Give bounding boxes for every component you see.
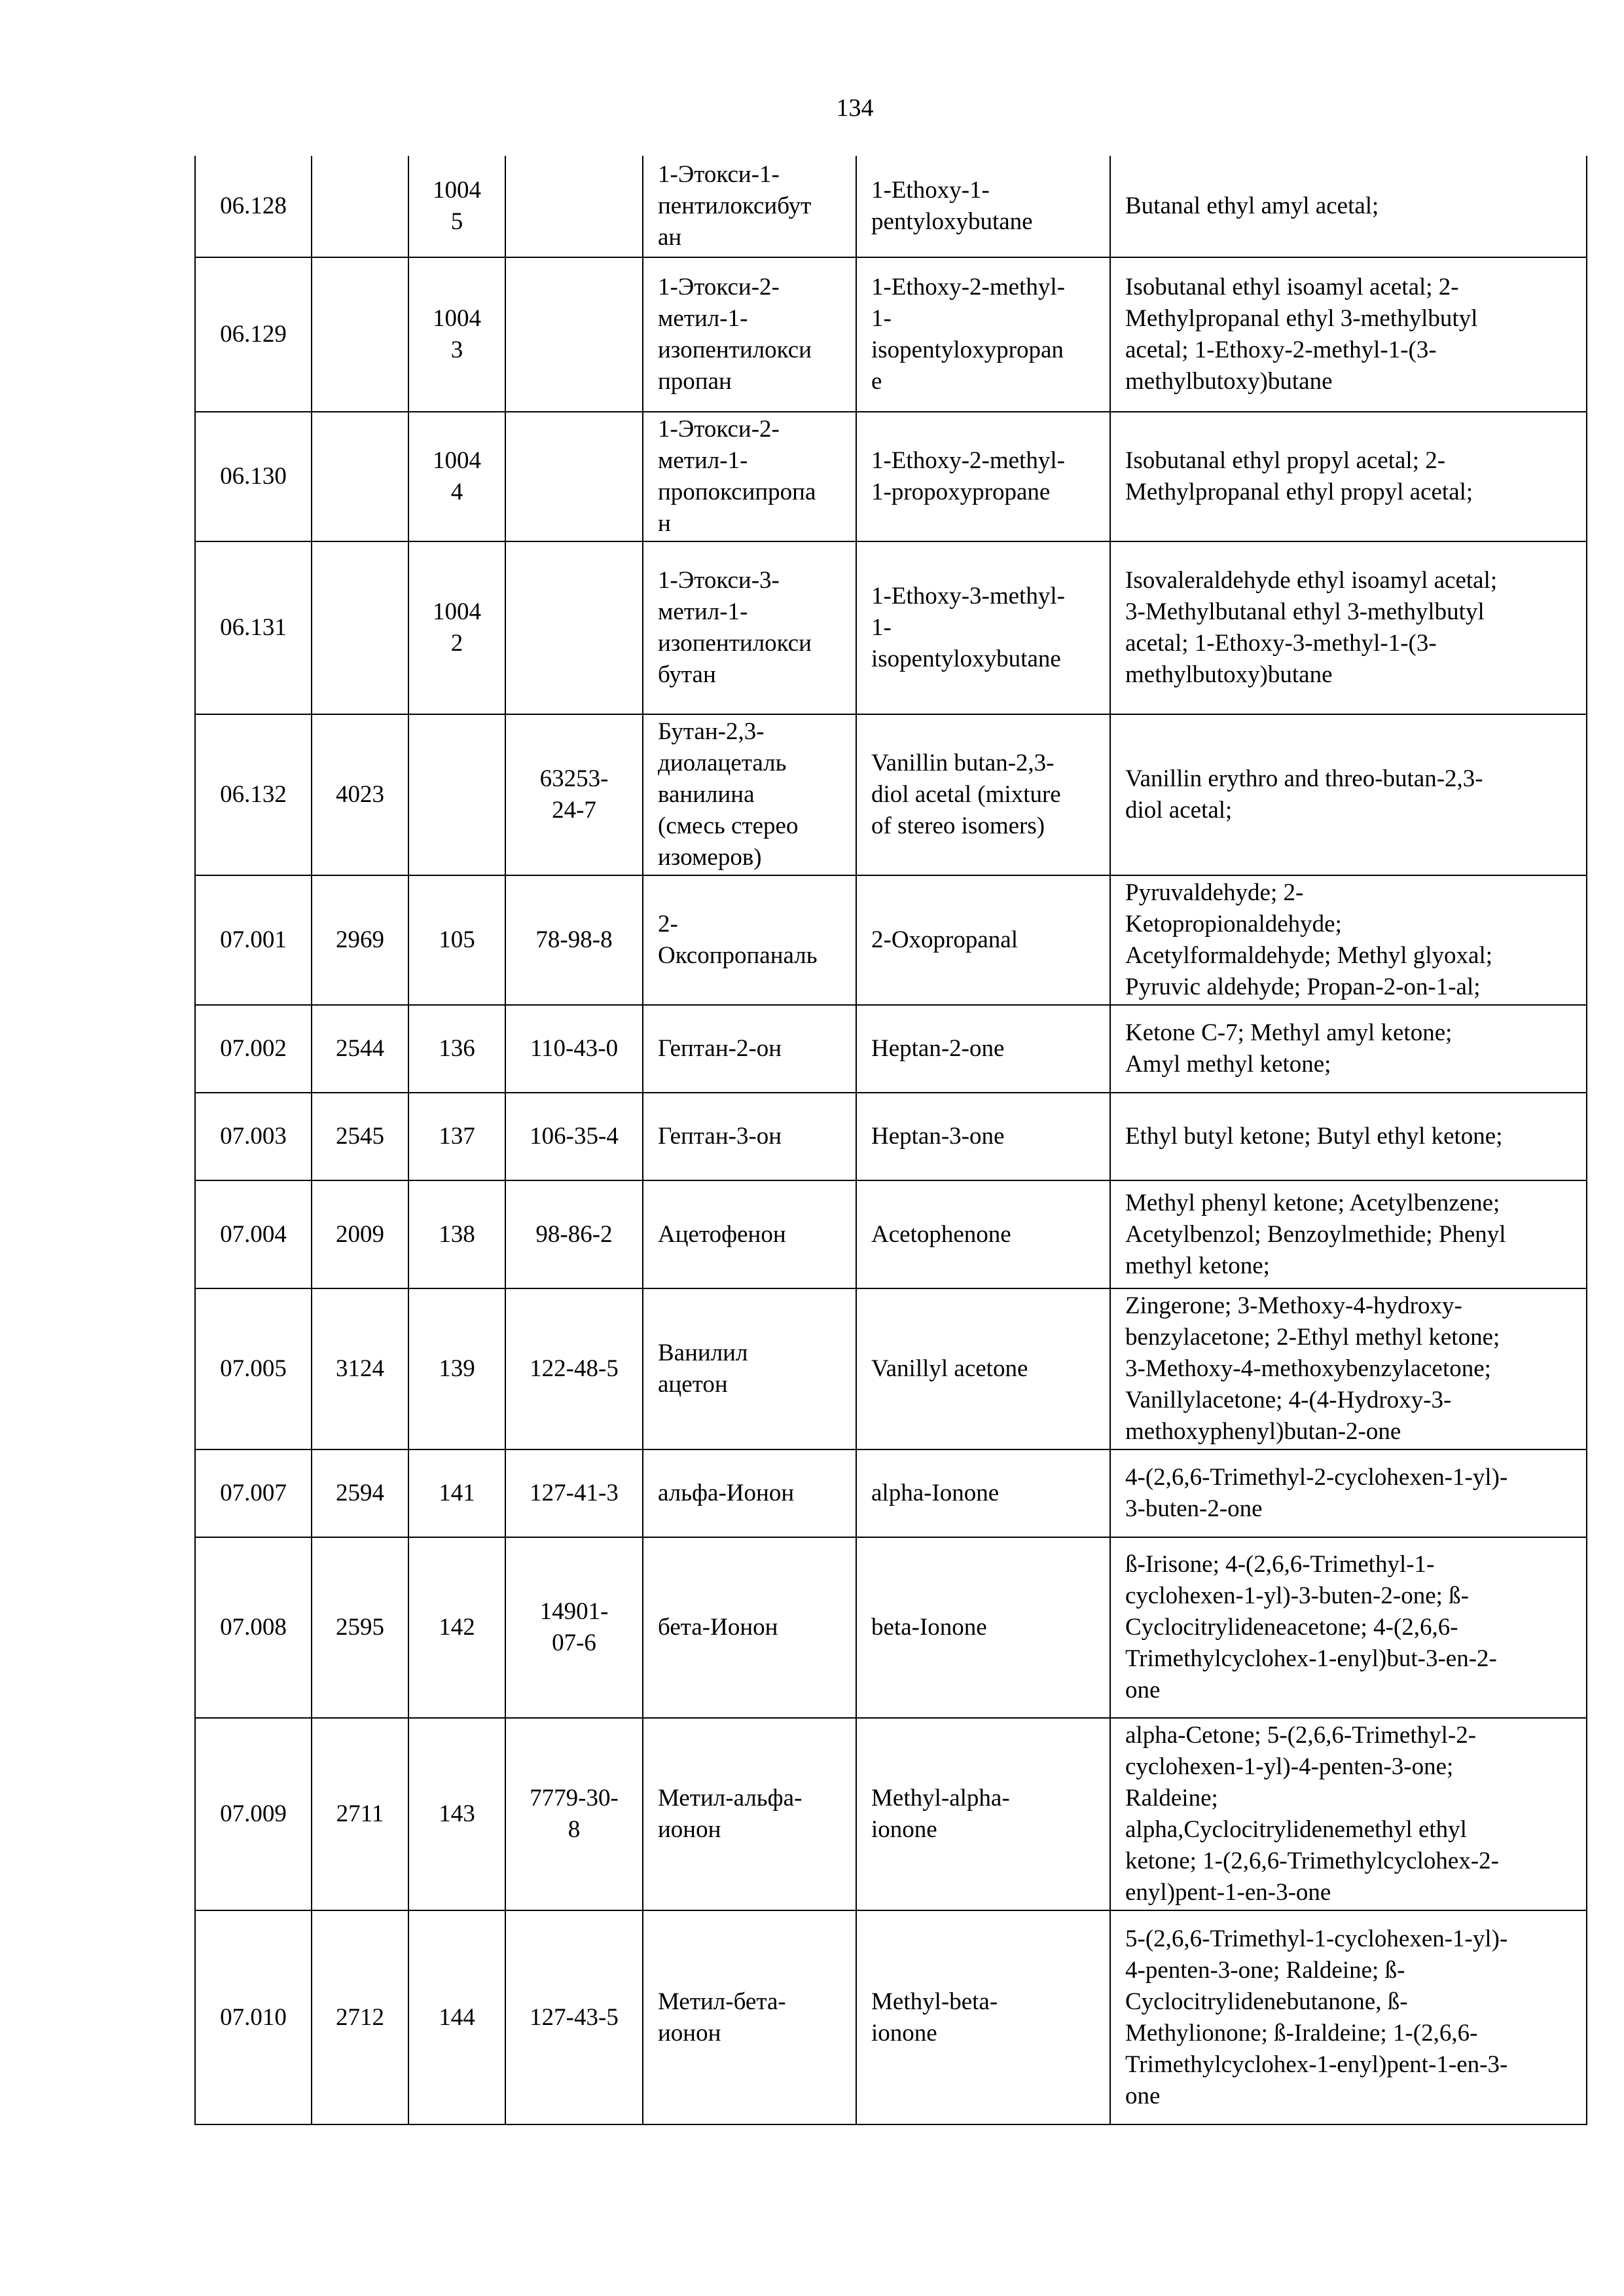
cell-jecfa-number: 141 <box>408 1449 505 1537</box>
cell-cas-number: 63253- 24-7 <box>505 714 643 875</box>
cell-name-en: Heptan-2-one <box>856 1005 1110 1093</box>
cell-cas-number <box>505 156 643 257</box>
cell-jecfa-number: 138 <box>408 1180 505 1288</box>
cell-number: 06.130 <box>195 412 312 541</box>
cell-jecfa-number: 142 <box>408 1537 505 1718</box>
cell-number: 06.128 <box>195 156 312 257</box>
cell-jecfa-number: 1004 4 <box>408 412 505 541</box>
cell-cas-number: 122-48-5 <box>505 1288 643 1449</box>
cell-synonyms: Vanillin erythro and threo-butan-2,3- diol acetal; <box>1110 714 1587 875</box>
table-row <box>195 1537 1587 1718</box>
cell-fl-number <box>312 412 408 541</box>
cell-number: 07.004 <box>195 1180 312 1288</box>
cell-cas-number: 127-43-5 <box>505 1910 643 2124</box>
cell-name-en: 1-Ethoxy-2-methyl- 1- isopentyloxypropan e <box>856 257 1110 412</box>
cell-jecfa-number: 1004 3 <box>408 257 505 412</box>
cell-name-ru: 2- Оксопропаналь <box>643 875 856 1005</box>
cell-jecfa-number: 144 <box>408 1910 505 2124</box>
cell-cas-number: 78-98-8 <box>505 875 643 1005</box>
cell-number: 07.008 <box>195 1537 312 1718</box>
cell-number: 07.002 <box>195 1005 312 1093</box>
cell-name-ru: Гептан-3-он <box>643 1093 856 1180</box>
cell-name-en: Vanillin butan-2,3- diol acetal (mixture of stereo isomers) <box>856 714 1110 875</box>
cell-name-en: beta-Ionone <box>856 1537 1110 1718</box>
table-row <box>195 541 1587 714</box>
cell-name-ru: 1-Этокси-3- метил-1- изопентилокси бутан <box>643 541 856 714</box>
cell-name-ru: Метил-альфа- ионон <box>643 1718 856 1910</box>
cell-synonyms: Isobutanal ethyl isoamyl acetal; 2- Methylpropanal ethyl 3-methylbutyl acetal; 1-Ethoxy-2-methyl-1-(3- methylbutoxy)butane <box>1110 257 1587 412</box>
table-row <box>195 1093 1587 1180</box>
cell-number: 06.129 <box>195 257 312 412</box>
cell-name-en: Acetophenone <box>856 1180 1110 1288</box>
cell-number: 07.003 <box>195 1093 312 1180</box>
cell-name-en: 2-Oxopropanal <box>856 875 1110 1005</box>
cell-fl-number: 2969 <box>312 875 408 1005</box>
cell-synonyms: 5-(2,6,6-Trimethyl-1-cyclohexen-1-yl)- 4-penten-3-one; Raldeine; ß- Cyclocitrylidenebutanone, ß- Methylionone; ß-Iraldeine; 1-(2,6,6- Trimethylcyclohex-1-enyl)pent-1-en-3- one <box>1110 1910 1587 2124</box>
cell-fl-number <box>312 156 408 257</box>
cell-fl-number: 3124 <box>312 1288 408 1449</box>
table-row <box>195 1005 1587 1093</box>
cell-name-ru: Метил-бета- ионон <box>643 1910 856 2124</box>
cell-fl-number: 2711 <box>312 1718 408 1910</box>
cell-number: 07.001 <box>195 875 312 1005</box>
cell-cas-number: 106-35-4 <box>505 1093 643 1180</box>
cell-cas-number: 110-43-0 <box>505 1005 643 1093</box>
cell-name-en: Vanillyl acetone <box>856 1288 1110 1449</box>
cell-synonyms: alpha-Cetone; 5-(2,6,6-Trimethyl-2- cyclohexen-1-yl)-4-penten-3-one; Raldeine; alpha,Cyclocitrylidenemethyl ethyl ketone; 1-(2,6,6-Trimethylcyclohex-2- enyl)pent-1-en-3-one <box>1110 1718 1587 1910</box>
cell-cas-number <box>505 257 643 412</box>
cell-jecfa-number: 1004 5 <box>408 156 505 257</box>
flavouring-substances-table <box>194 156 1587 2125</box>
cell-synonyms: Butanal ethyl amyl acetal; <box>1110 156 1587 257</box>
cell-jecfa-number <box>408 714 505 875</box>
cell-name-ru: Бутан-2,3- диолацеталь ванилина (смесь стерео изомеров) <box>643 714 856 875</box>
cell-name-ru: 1-Этокси-1- пентилоксибут ан <box>643 156 856 257</box>
cell-name-ru: 1-Этокси-2- метил-1- изопентилокси пропан <box>643 257 856 412</box>
cell-synonyms: Methyl phenyl ketone; Acetylbenzene; Acetylbenzol; Benzoylmethide; Phenyl methyl ketone; <box>1110 1180 1587 1288</box>
cell-name-en: 1-Ethoxy-3-methyl- 1- isopentyloxybutane <box>856 541 1110 714</box>
cell-fl-number: 2712 <box>312 1910 408 2124</box>
cell-fl-number: 2594 <box>312 1449 408 1537</box>
page-number: 134 <box>836 94 874 122</box>
cell-fl-number <box>312 541 408 714</box>
cell-name-en: alpha-Ionone <box>856 1449 1110 1537</box>
table-row <box>195 1910 1587 2124</box>
cell-name-en: Methyl-beta- ionone <box>856 1910 1110 2124</box>
cell-name-ru: 1-Этокси-2- метил-1- пропоксипропа н <box>643 412 856 541</box>
cell-jecfa-number: 143 <box>408 1718 505 1910</box>
table-row <box>195 714 1587 875</box>
cell-jecfa-number: 1004 2 <box>408 541 505 714</box>
cell-fl-number: 2544 <box>312 1005 408 1093</box>
cell-synonyms: Ethyl butyl ketone; Butyl ethyl ketone; <box>1110 1093 1587 1180</box>
cell-fl-number <box>312 257 408 412</box>
cell-fl-number: 2595 <box>312 1537 408 1718</box>
cell-cas-number: 127-41-3 <box>505 1449 643 1537</box>
cell-name-ru: Гептан-2-он <box>643 1005 856 1093</box>
cell-cas-number <box>505 541 643 714</box>
cell-jecfa-number: 139 <box>408 1288 505 1449</box>
cell-cas-number: 14901- 07-6 <box>505 1537 643 1718</box>
cell-name-ru: бета-Ионон <box>643 1537 856 1718</box>
cell-number: 06.131 <box>195 541 312 714</box>
cell-synonyms: Ketone C-7; Methyl amyl ketone; Amyl methyl ketone; <box>1110 1005 1587 1093</box>
cell-name-ru: Ванилил ацетон <box>643 1288 856 1449</box>
table-row <box>195 1449 1587 1537</box>
cell-fl-number: 2545 <box>312 1093 408 1180</box>
cell-number: 07.010 <box>195 1910 312 2124</box>
cell-synonyms: Isobutanal ethyl propyl acetal; 2- Methylpropanal ethyl propyl acetal; <box>1110 412 1587 541</box>
cell-name-ru: альфа-Ионон <box>643 1449 856 1537</box>
cell-name-ru: Ацетофенон <box>643 1180 856 1288</box>
cell-synonyms: Pyruvaldehyde; 2- Ketopropionaldehyde; Acetylformaldehyde; Methyl glyoxal; Pyruvic aldehyde; Propan-2-on-1-al; <box>1110 875 1587 1005</box>
cell-cas-number <box>505 412 643 541</box>
cell-synonyms: ß-Irisone; 4-(2,6,6-Trimethyl-1- cyclohexen-1-yl)-3-buten-2-one; ß- Cyclocitrylideneacetone; 4-(2,6,6- Trimethylcyclohex-1-enyl)but-3-en-2- one <box>1110 1537 1587 1718</box>
cell-name-en: 1-Ethoxy-2-methyl- 1-propoxypropane <box>856 412 1110 541</box>
cell-name-en: Methyl-alpha- ionone <box>856 1718 1110 1910</box>
table-row <box>195 1180 1587 1288</box>
cell-jecfa-number: 137 <box>408 1093 505 1180</box>
cell-jecfa-number: 136 <box>408 1005 505 1093</box>
cell-name-en: Heptan-3-one <box>856 1093 1110 1180</box>
table-row <box>195 875 1587 1005</box>
cell-name-en: 1-Ethoxy-1- pentyloxybutane <box>856 156 1110 257</box>
cell-cas-number: 7779-30- 8 <box>505 1718 643 1910</box>
cell-jecfa-number: 105 <box>408 875 505 1005</box>
table-row <box>195 412 1587 541</box>
table-row <box>195 1288 1587 1449</box>
cell-synonyms: Zingerone; 3-Methoxy-4-hydroxy- benzylacetone; 2-Ethyl methyl ketone; 3-Methoxy-4-methoxybenzylacetone; Vanillylacetone; 4-(4-Hydroxy-3- methoxyphenyl)butan-2-one <box>1110 1288 1587 1449</box>
cell-synonyms: 4-(2,6,6-Trimethyl-2-cyclohexen-1-yl)- 3-buten-2-one <box>1110 1449 1587 1537</box>
cell-fl-number: 4023 <box>312 714 408 875</box>
cell-synonyms: Isovaleraldehyde ethyl isoamyl acetal; 3-Methylbutanal ethyl 3-methylbutyl acetal; 1-Ethoxy-3-methyl-1-(3- methylbutoxy)butane <box>1110 541 1587 714</box>
table-row <box>195 257 1587 412</box>
cell-cas-number: 98-86-2 <box>505 1180 643 1288</box>
cell-fl-number: 2009 <box>312 1180 408 1288</box>
table-row <box>195 156 1587 257</box>
table-row <box>195 1718 1587 1910</box>
cell-number: 06.132 <box>195 714 312 875</box>
cell-number: 07.009 <box>195 1718 312 1910</box>
cell-number: 07.007 <box>195 1449 312 1537</box>
cell-number: 07.005 <box>195 1288 312 1449</box>
